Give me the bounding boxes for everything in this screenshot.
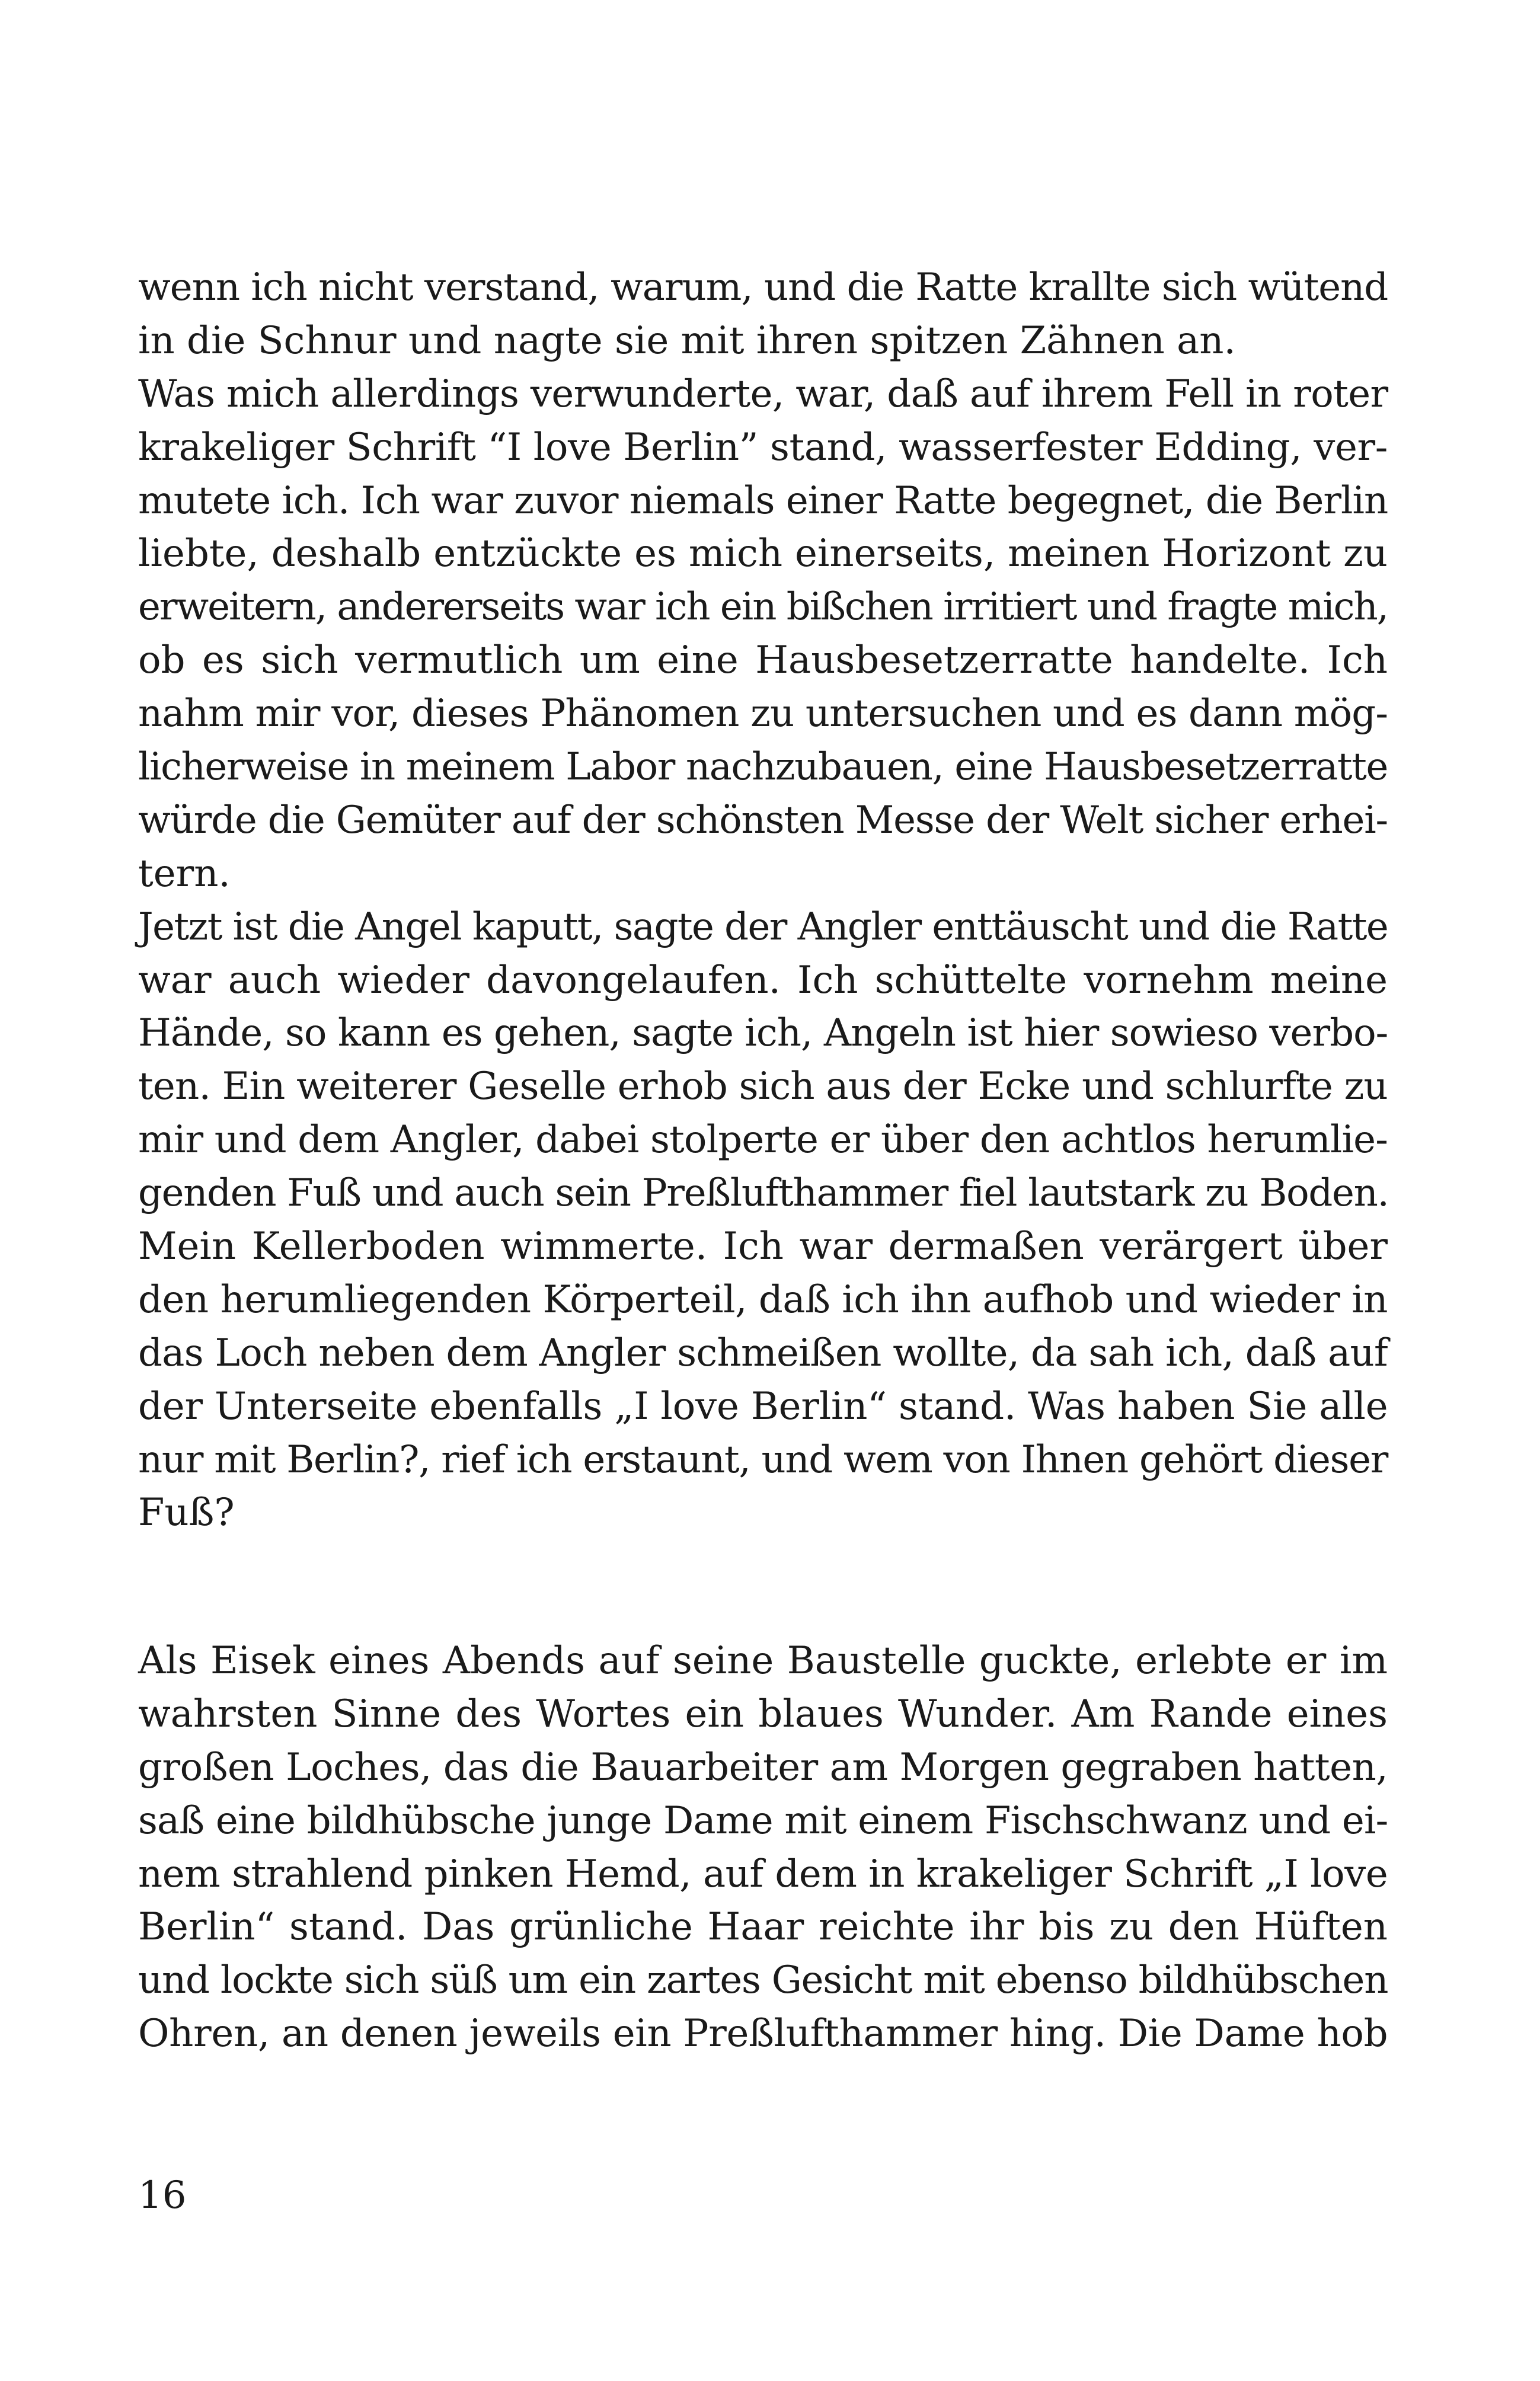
text-line: mir und dem Angler, dabei stolperte er über den achtlos herumlie-: [138, 1118, 1388, 1162]
text-line: licherweise in meinem Labor nachzubauen, eine Hausbesetzerratte: [138, 745, 1388, 790]
text-line: ob es sich vermutlich um eine Hausbesetzerratte handelte. Ich: [138, 638, 1388, 683]
text-line: ten. Ein weiterer Geselle erhob sich aus der Ecke und schlurfte zu: [138, 1065, 1388, 1109]
text-line: großen Loches, das die Bauarbeiter am Morgen gegraben hatten,: [138, 1745, 1388, 1789]
text-line: der Unterseite ebenfalls „I love Berlin“ stand. Was haben Sie alle: [138, 1384, 1388, 1428]
text-line: tern.: [138, 851, 231, 896]
text-line: liebte, deshalb entzückte es mich einerseits, meinen Horizont zu: [138, 532, 1388, 576]
text-line: nahm mir vor, dieses Phänomen zu untersuchen und es dann mög-: [138, 692, 1388, 736]
text-line: würde die Gemüter auf der schönsten Messe der Welt sicher erhei-: [138, 798, 1388, 842]
text-line: Fuß?: [138, 1491, 235, 1535]
text-line: wenn ich nicht verstand, warum, und die Ratte krallte sich wütend: [138, 266, 1388, 309]
paragraph: [138, 261, 1388, 368]
text-line: in die Schnur und nagte sie mit ihren spitzen Zähnen an.: [138, 318, 1236, 363]
text-line: Ohren, an denen jeweils ein Preßlufthammer hing. Die Dame hob: [138, 2012, 1388, 2056]
text-line: Hände, so kann es gehen, sagte ich, Angeln ist hier sowieso verbo-: [138, 1011, 1388, 1056]
text-line: mutete ich. Ich war zuvor niemals einer Ratte begegnet, die Berlin: [138, 478, 1388, 523]
text-line: saß eine bildhübsche junge Dame mit einem Fischschwanz und ei-: [138, 1798, 1388, 1843]
text-line: und lockte sich süß um ein zartes Gesicht mit ebenso bildhübschen: [138, 1958, 1388, 2003]
text-line: Als Eisek eines Abends auf seine Baustelle guckte, erlebte er im: [138, 1639, 1388, 1683]
text-line: Berlin“ stand. Das grünliche Haar reichte ihr bis zu den Hüften: [138, 1905, 1388, 1949]
paragraph: [138, 1635, 1388, 2061]
paragraph: [138, 901, 1388, 1541]
text-line: nem strahlend pinken Hemd, auf dem in krakeliger Schrift „I love: [138, 1852, 1388, 1896]
text-line: genden Fuß und auch sein Preßlufthammer fiel lautstark zu Boden.: [138, 1171, 1389, 1216]
text-line: erweitern, andererseits war ich ein bißchen irritiert und fragte mich,: [138, 585, 1388, 629]
text-line: war auch wieder davongelaufen. Ich schüttelte vornehm meine: [138, 958, 1388, 1002]
text-line: nur mit Berlin?, rief ich erstaunt, und wem von Ihnen gehört dieser: [138, 1437, 1388, 1482]
text-block-upper: [138, 261, 1388, 1540]
text-line: Mein Kellerboden wimmerte. Ich war dermaßen verärgert über: [138, 1225, 1388, 1269]
paragraph: [138, 368, 1388, 901]
text-line: den herumliegenden Körperteil, daß ich ihn aufhob und wieder in: [138, 1277, 1388, 1322]
text-line: Jetzt ist die Angel kaputt, sagte der Angler enttäuscht und die Ratte: [138, 905, 1388, 949]
text-line: Was mich allerdings verwunderte, war, daß auf ihrem Fell in roter: [138, 372, 1388, 416]
text-line: wahrsten Sinne des Wortes ein blaues Wunder. Am Rande eines: [138, 1692, 1388, 1736]
page-number: 16: [138, 2174, 187, 2217]
text-block-lower: [138, 1635, 1388, 2061]
text-line: das Loch neben dem Angler schmeißen wollte, da sah ich, daß auf: [138, 1331, 1388, 1375]
text-line: krakeliger Schrift “I love Berlin” stand, wasserfester Edding, ver-: [138, 425, 1388, 469]
